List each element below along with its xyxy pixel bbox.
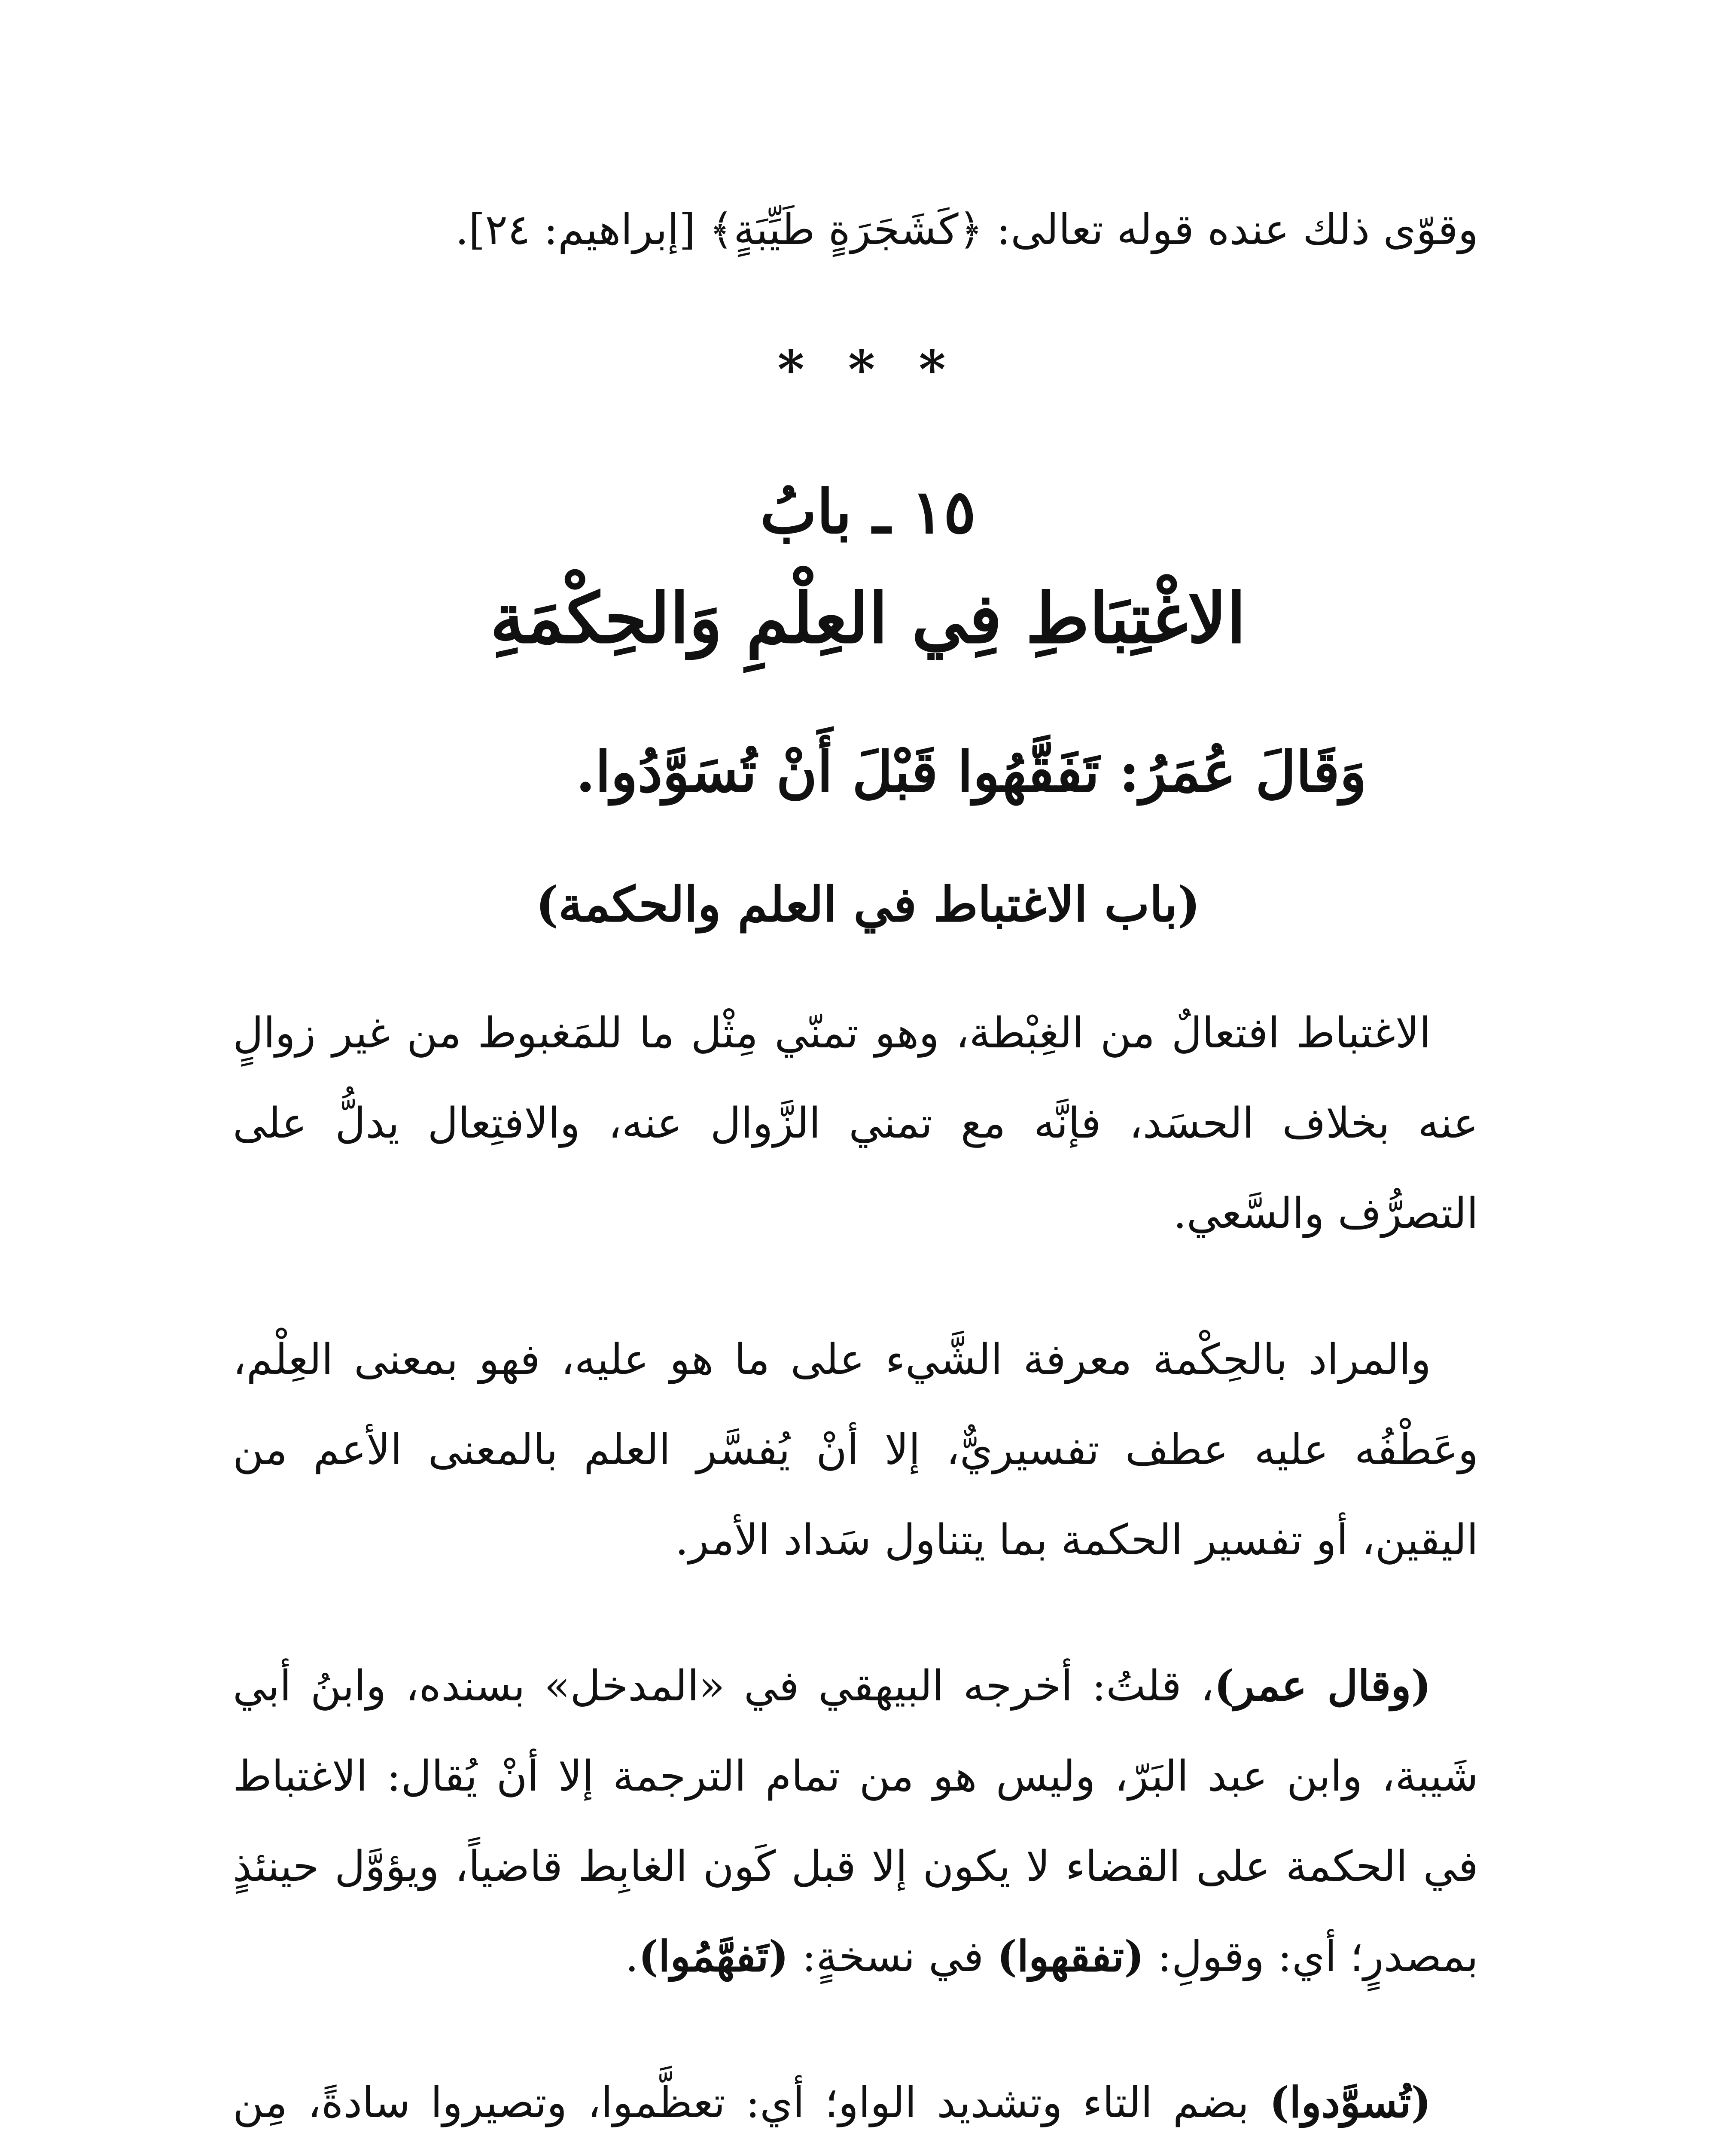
umar-quote: وَقَالَ عُمَرُ: تَفَقَّهُوا قَبْلَ أَنْ تُسَوَّدُوا. <box>576 739 1367 805</box>
paragraph-lead-term: (وقال عمر) <box>1214 1661 1431 1711</box>
intro-line: وقوّى ذلك عنده قوله تعالى: ﴿كَشَجَرَةٍ طَيِّبَةٍ﴾ [إبراهيم: ٢٤]. <box>455 205 1478 254</box>
paragraph-body-text: في نسخةٍ: <box>789 1932 997 1981</box>
section-separator: * * * <box>777 339 959 400</box>
chapter-number: ١٥ ـ بابُ <box>760 477 976 547</box>
paragraph-term-tafaqqahu: (تفقهوا) <box>997 1932 1144 1981</box>
paragraph-umar-source <box>233 1641 1478 2002</box>
paragraph-body-text: بضم التاء وتشديد الواو؛ أي: تعظَّموا، وتصيروا سادةً، مِن <box>233 2078 1249 2127</box>
paragraph-definition: الاغتباط افتعالٌ من الغِبْطة، وهو تمنّي مِثْل ما للمَغبوط من غير زوالٍ عنه بخلاف الحسَد، فإنَّه مع تمني الزَّوال عنه، والافتِعال يدلُّ على التصرُّف والسَّعي. <box>233 1009 1478 1238</box>
paragraph-wisdom-meaning: والمراد بالحِكْمة معرفة الشَّيء على ما هو عليه، فهو بمعنى العِلْم، وعَطْفُه عليه عطف تفسيريٌّ، إلا أنْ يُفسَّر العلم بالمعنى الأعم من اليقين، أو تفسير الحكمة بما يتناول سَداد الأمر. <box>233 1335 1478 1565</box>
chapter-title: الاغْتِبَاطِ فِي العِلْمِ وَالحِكْمَةِ <box>490 578 1246 659</box>
commentary-heading: (باب الاغتباط في العلم والحكمة) <box>536 876 1200 933</box>
paragraph-tusawwadu <box>233 2058 1478 2148</box>
paragraph-end-punctuation: . <box>625 1932 639 1981</box>
paragraph-term-tafahhamu: (تَفهَّمُوا) <box>638 1932 789 1981</box>
paragraph-body-text: ، قلتُ: أخرجه البيهقي في «المدخل» بسنده، وابنُ أبي شَيبة، وابن عبد البَرّ، وليس هو من تمام الترجمة إلا أنْ يُقال: الاغتباط في الحكمة على القضاء لا يكون إلا قبل كَون الغابِط قاضياً، ويؤوَّل حينئذٍ بمصدرٍ؛ أي: وقولِ: <box>233 1662 1478 1981</box>
paragraph-lead-term: (تُسوَّدوا) <box>1269 2078 1431 2127</box>
